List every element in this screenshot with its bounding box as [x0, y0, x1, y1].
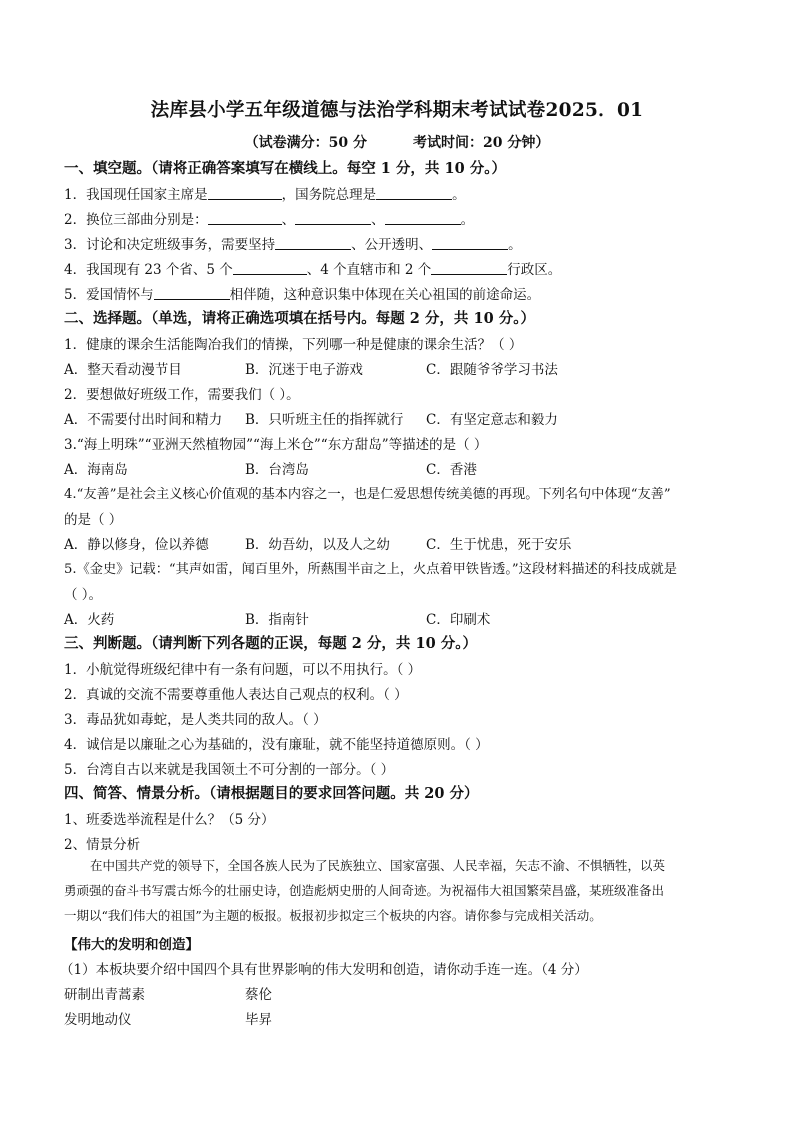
section3-heading: 三、判断题。（请判断下列各题的正误，每题 2 分，共 10 分。） [64, 635, 477, 652]
option-a[interactable]: A．不需要付出时间和精力 [64, 412, 223, 428]
s2-question-2: 2．要想做好班级工作，需要我们（ ）。 [64, 387, 300, 403]
match-right[interactable]: 毕昇 [245, 1012, 272, 1028]
s4-question-2: 2、情景分析 [64, 837, 141, 853]
q-text: 。 [508, 237, 522, 253]
q-text: 、 [281, 212, 296, 228]
section2-heading: 二、选择题。（单选，请将正确选项填在括号内。每题 2 分，共 10 分。） [64, 310, 535, 327]
option-a[interactable]: A．火药 [64, 612, 115, 628]
match-left[interactable]: 发明地动仪 [64, 1012, 132, 1028]
option-c[interactable]: C．印刷术 [426, 612, 491, 628]
answer-blank[interactable] [385, 211, 461, 225]
s1-question-3 [64, 233, 744, 253]
option-c[interactable]: C．香港 [426, 462, 477, 478]
option-b[interactable]: B．只听班主任的指挥就行 [245, 412, 404, 428]
q-text: 、公开透明、 [351, 237, 433, 253]
s2-question-5-line1: 5.《金史》记载：“其声如雷，闻百里外，所爇围半亩之上，火点着甲铁皆透。”这段材料描述的科技成就是 [64, 562, 677, 577]
match-row [64, 1008, 272, 1028]
s3-item-2: 2．真诚的交流不需要尊重他人表达自己观点的权利。（ ） [64, 687, 408, 703]
q-text: 4．我国现有 23 个省、5 个 [64, 262, 233, 278]
q-text: 5．爱国情怀与 [64, 287, 154, 303]
s2-question-4-line2: 的是（ ） [64, 512, 123, 528]
s1-question-5 [64, 283, 744, 303]
exam-title: 法库县小学五年级道德与法治学科期末考试试卷2025．01 [150, 100, 644, 121]
s2-question-1: 1．健康的课余生活能陶冶我们的情操，下列哪一种是健康的课余生活？（ ） [64, 337, 523, 353]
match-left[interactable]: 研制出青蒿素 [64, 987, 145, 1003]
answer-blank[interactable] [295, 211, 371, 225]
score-info: （试卷满分：50 分 [244, 135, 367, 151]
answer-blank[interactable] [376, 186, 452, 200]
q-text: 、4 个直辖市和 2 个 [306, 262, 432, 278]
s1-question-2 [64, 208, 744, 228]
time-info: 考试时间：20 分钟） [413, 135, 550, 151]
q-text: 1．我国现任国家主席是 [64, 187, 208, 203]
answer-blank[interactable] [208, 186, 282, 200]
story-text: 在中国共产党的领导下，全国各族人民为了民族独立、国家富强、人民幸福，矢志不渝、不惧牺牲，以英 [90, 858, 666, 873]
answer-blank[interactable] [431, 261, 507, 275]
exam-info [0, 132, 794, 152]
q-text: 3．讨论和决定班级事务，需要坚持 [64, 237, 276, 253]
q-text: 。 [452, 187, 466, 203]
q-text: 、 [371, 212, 385, 228]
s1-question-4 [64, 258, 744, 278]
s4-sub-question-1: （1）本板块要介绍中国四个具有世界影响的伟大发明和创造，请你动手连一连。（4 分） [60, 962, 588, 978]
s2-question-5-line2: （ ）。 [64, 587, 103, 603]
q-text: 。 [460, 212, 475, 228]
option-c[interactable]: C．生于忧患，死于安乐 [426, 537, 572, 553]
story-line-1 [64, 853, 734, 878]
answer-blank[interactable] [432, 236, 508, 250]
option-a[interactable]: A．静以修身，俭以养德 [64, 537, 209, 553]
match-row [64, 983, 272, 1003]
option-b[interactable]: B．沉迷于电子游戏 [245, 362, 363, 378]
q-text: ，国务院总理是 [281, 187, 377, 203]
option-b[interactable]: B．幼吾幼，以及人之幼 [245, 537, 390, 553]
option-a[interactable]: A．整天看动漫节目 [64, 362, 182, 378]
s4-question-1: 1、班委选举流程是什么？（5 分） [64, 812, 275, 828]
block-title: 【伟大的发明和创造】 [64, 937, 199, 953]
answer-blank[interactable] [275, 236, 351, 250]
option-a[interactable]: A．海南岛 [64, 462, 128, 478]
section1-heading: 一、填空题。（请将正确答案填写在横线上。每空 1 分，共 10 分。） [64, 160, 506, 177]
story-passage [64, 853, 734, 928]
s3-item-4: 4．诚信是以廉耻之心为基础的，没有廉耻，就不能坚持道德原则。（ ） [64, 737, 489, 753]
s3-item-5: 5．台湾自古以来就是我国领土不可分割的一部分。（ ） [64, 762, 395, 778]
s2-question-4-line1: 4.“友善”是社会主义核心价值观的基本内容之一，也是仁爱思想传统美德的再现。下列名句中体现“友善” [64, 487, 671, 502]
option-b[interactable]: B．台湾岛 [245, 462, 309, 478]
s3-item-3: 3．毒品犹如毒蛇，是人类共同的敌人。（ ） [64, 712, 327, 728]
s1-question-1 [64, 183, 744, 203]
option-b[interactable]: B．指南针 [245, 612, 309, 628]
q-text: 2．换位三部曲分别是： [64, 212, 208, 228]
answer-blank[interactable] [233, 261, 307, 275]
story-line-2: 勇顽强的奋斗书写震古烁今的壮丽史诗，创造彪炳史册的人间奇迹。为祝福伟大祖国繁荣昌盛，某班级准备出 [64, 883, 665, 898]
q-text: 行政区。 [507, 262, 562, 278]
s2-question-3: 3.“海上明珠”“亚洲天然植物园”“海上米仓”“东方甜岛”等描述的是（ ） [64, 437, 488, 453]
match-right[interactable]: 蔡伦 [245, 987, 272, 1003]
answer-blank[interactable] [154, 286, 230, 300]
option-c[interactable]: C．有坚定意志和毅力 [426, 412, 558, 428]
s3-item-1: 1．小航觉得班级纪律中有一条有问题，可以不用执行。（ ） [64, 662, 422, 678]
option-c[interactable]: C．跟随爷爷学习书法 [426, 362, 558, 378]
q-text: 相伴随，这种意识集中体现在关心祖国的前途命运。 [229, 287, 541, 303]
section4-heading: 四、简答、情景分析。（请根据题目的要求回答问题。共 20 分） [64, 785, 479, 802]
story-line-3: 一期以“我们伟大的祖国”为主题的板报。板报初步拟定三个板块的内容。请你参与完成相关活动。 [64, 908, 602, 923]
answer-blank[interactable] [208, 211, 282, 225]
